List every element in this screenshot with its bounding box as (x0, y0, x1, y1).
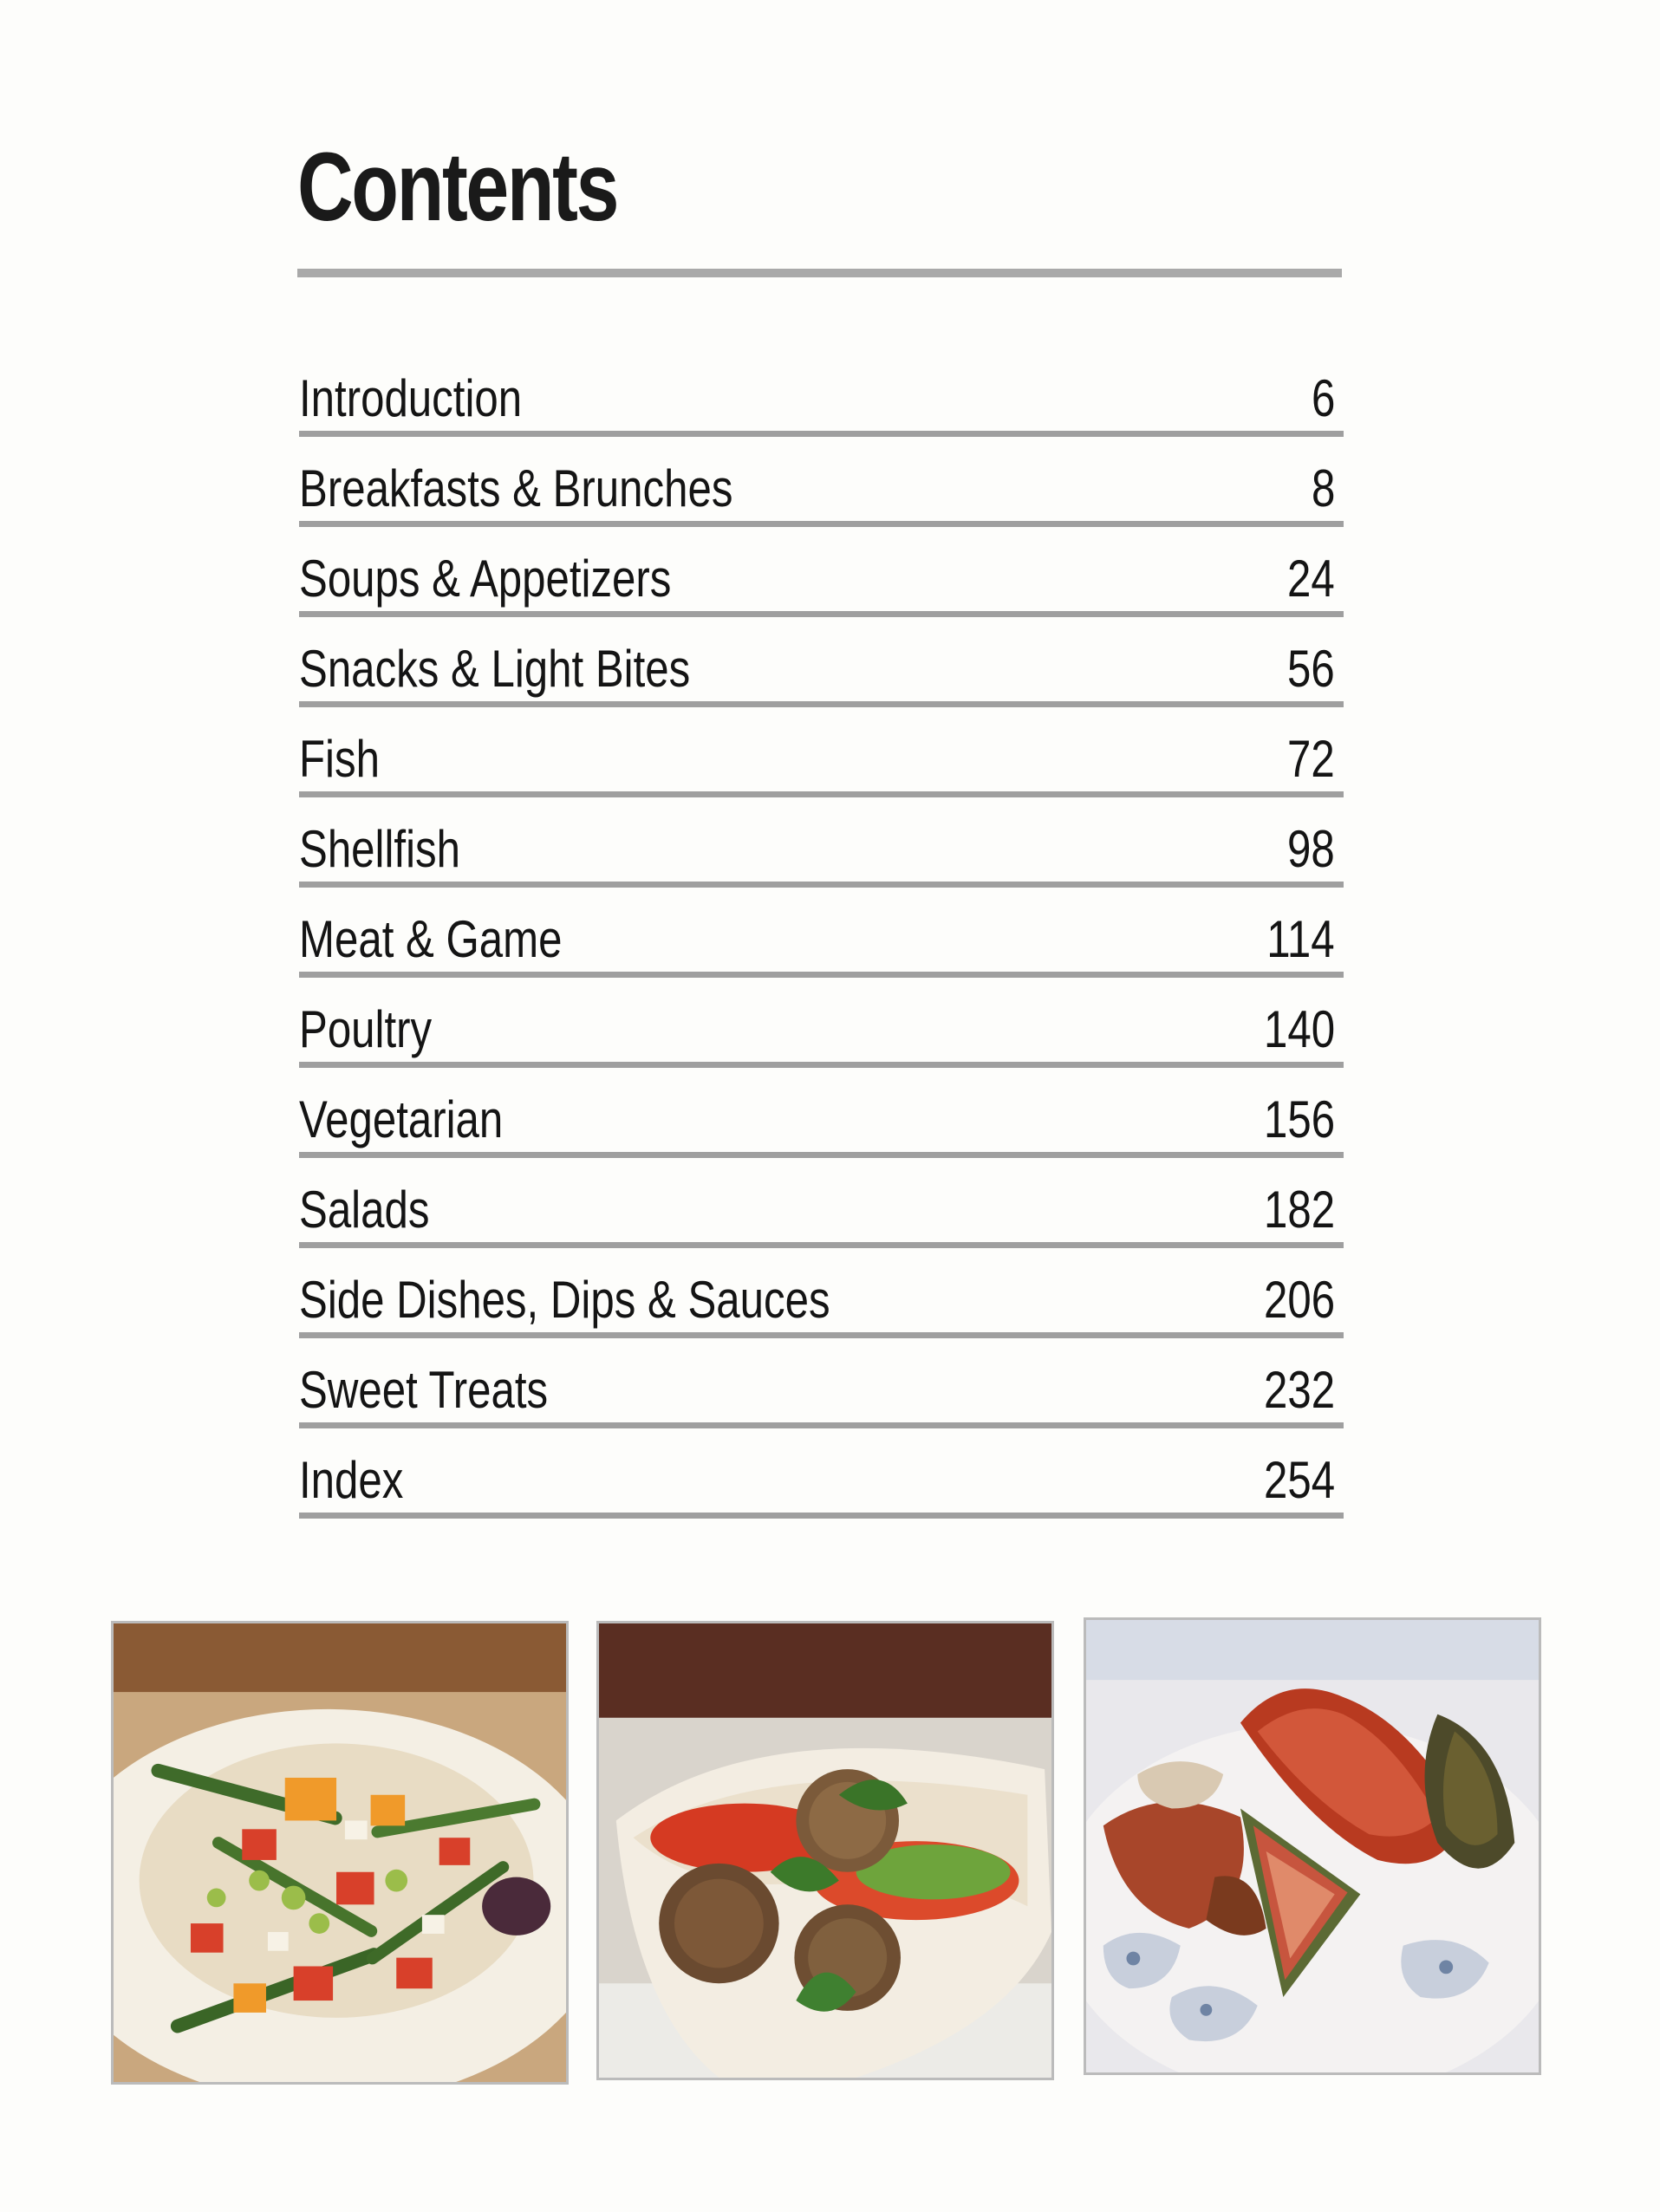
toc-entry-page: 72 (1287, 730, 1335, 788)
toc-entry-title: Meat & Game (299, 910, 563, 968)
pita-photo (596, 1621, 1054, 2080)
toc-entry-page: 156 (1263, 1090, 1335, 1148)
toc-entry-introduction[interactable] (299, 347, 1344, 437)
toc-divider (299, 1332, 1344, 1338)
toc-entry-title: Breakfasts & Brunches (299, 459, 733, 517)
toc-entry-shellfish[interactable] (299, 797, 1344, 888)
toc-entry-snacks[interactable] (299, 617, 1344, 707)
toc-entry-page: 114 (1266, 910, 1335, 968)
pita-photo-image (599, 1623, 1051, 2078)
toc-divider (299, 972, 1344, 978)
toc-entry-title: Sweet Treats (299, 1361, 549, 1419)
table-of-contents (299, 347, 1344, 1519)
toc-entry-page: 254 (1263, 1451, 1335, 1509)
toc-entry-page: 140 (1263, 1000, 1335, 1058)
toc-entry-side-dishes[interactable] (299, 1248, 1344, 1338)
toc-entry-sweet-treats[interactable] (299, 1338, 1344, 1428)
figs-photo-image (1086, 1620, 1539, 2072)
toc-entry-title: Poultry (299, 1000, 433, 1058)
toc-divider (299, 1242, 1344, 1248)
toc-divider (299, 791, 1344, 797)
toc-entry-page: 24 (1287, 550, 1335, 608)
toc-entry-breakfasts[interactable] (299, 437, 1344, 527)
toc-entry-index[interactable] (299, 1428, 1344, 1519)
toc-entry-title: Vegetarian (299, 1090, 504, 1148)
toc-divider (299, 1513, 1344, 1519)
toc-entry-title: Salads (299, 1181, 430, 1239)
toc-divider (299, 882, 1344, 888)
salad-photo (111, 1621, 569, 2085)
toc-divider (299, 701, 1344, 707)
toc-entry-fish[interactable] (299, 707, 1344, 797)
toc-entry-meat-game[interactable] (299, 888, 1344, 978)
toc-divider (299, 521, 1344, 527)
toc-entry-title: Snacks & Light Bites (299, 640, 691, 698)
toc-divider (299, 431, 1344, 437)
toc-entry-title: Shellfish (299, 820, 460, 878)
toc-entry-page: 206 (1263, 1271, 1335, 1329)
toc-entry-page: 232 (1263, 1361, 1335, 1419)
toc-entry-title: Soups & Appetizers (299, 550, 672, 608)
toc-divider (299, 1062, 1344, 1068)
toc-entry-page: 182 (1263, 1181, 1335, 1239)
title-divider (297, 269, 1342, 277)
toc-entry-title: Introduction (299, 369, 523, 427)
toc-entry-title: Fish (299, 730, 380, 788)
toc-entry-soups[interactable] (299, 527, 1344, 617)
toc-divider (299, 1422, 1344, 1428)
toc-divider (299, 1152, 1344, 1158)
toc-entry-poultry[interactable] (299, 978, 1344, 1068)
toc-entry-vegetarian[interactable] (299, 1068, 1344, 1158)
toc-entry-page: 56 (1287, 640, 1335, 698)
toc-entry-page: 6 (1311, 369, 1335, 427)
toc-entry-page: 98 (1287, 820, 1335, 878)
page-title: Contents (297, 133, 618, 241)
toc-entry-title: Side Dishes, Dips & Sauces (299, 1271, 830, 1329)
toc-entry-salads[interactable] (299, 1158, 1344, 1248)
salad-photo-image (114, 1623, 566, 2082)
toc-entry-title: Index (299, 1451, 404, 1509)
toc-divider (299, 611, 1344, 617)
toc-entry-page: 8 (1311, 459, 1335, 517)
figs-photo (1084, 1617, 1541, 2075)
